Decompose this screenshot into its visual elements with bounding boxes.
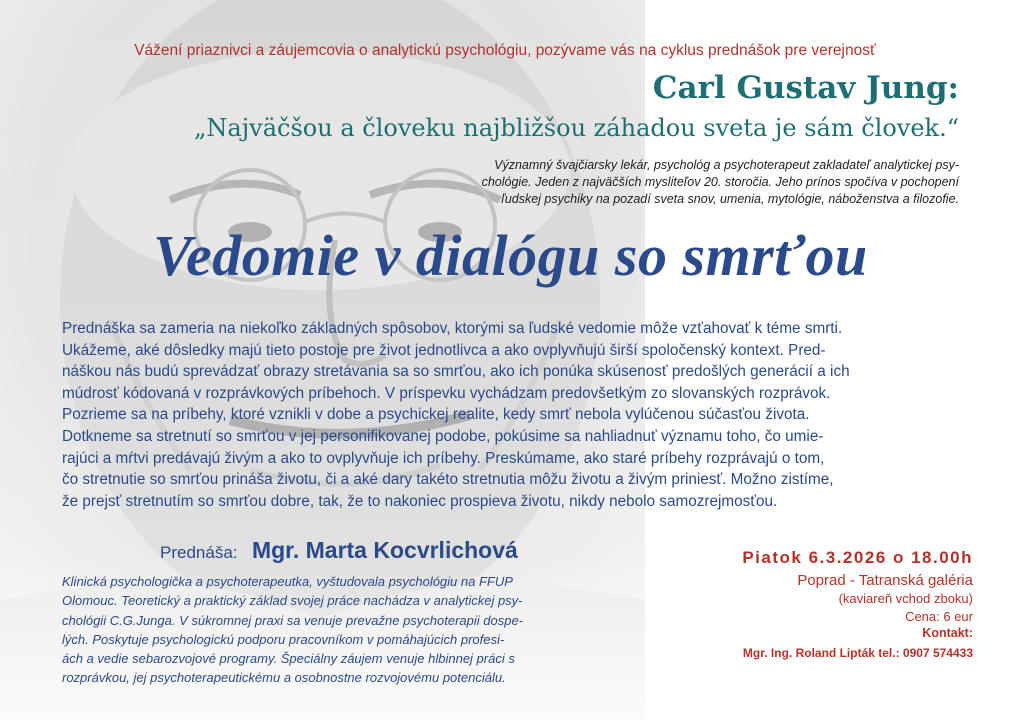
lecturer-bio-line: ách a vedie sebarozvojové programy. Špeciálny záujem venuje hlbinnej práci s	[62, 651, 515, 667]
lecturer-bio-line: lých. Poskytuje psychologickú podporu pracovníkom v pomáhajúcich profesi-	[62, 631, 505, 647]
event-venue: Poprad - Tatranská galéria	[797, 572, 973, 589]
subject-bio	[429, 157, 959, 208]
event-entrance: (kaviareň vchod zboku)	[838, 591, 973, 606]
subject-bio-line: Významný švajčiarsky lekár, psychológ a psychoterapeut zakladateľ analytickej psy-	[494, 158, 959, 172]
contact-label: Kontakt:	[922, 626, 973, 640]
subject-bio-line: ľudskej psychiky na pozadí sveta snov, umenia, mytológie, náboženstva a filozofie.	[501, 192, 959, 206]
description-line: rajúci a mŕtvi predávajú živým a ako to ovplyvňuje ich príbehy. Preskúmame, ako staré príbehy rozprávajú o tom,	[62, 449, 825, 467]
event-details	[742, 548, 973, 660]
lecture-description	[62, 318, 962, 512]
lecture-title: Vedomie v dialógu so smrťou	[153, 223, 868, 288]
subject-name: Carl Gustav Jung:	[652, 70, 959, 106]
description-line: čo stretnutie so smrťou prináša životu, či a aké dary takéto stretnutia môžu životu a živým priniesť. Možno zistíme,	[62, 471, 834, 489]
subject-quote: „Najväčšou a človeku najbližšou záhadou sveta je sám človek.“	[194, 114, 959, 142]
lecturer-bio-line: Klinická psychologička a psychoterapeutka, vyštudovala psychológiu na FFUP	[62, 574, 513, 589]
lecturer-bio	[62, 572, 650, 688]
description-line: Prednáška sa zameria na niekoľko základných spôsobov, ktorými sa ľudské vedomie môže vzťahovať k téme smrti.	[62, 320, 843, 337]
lecturer-bio-line: chológii C.G.Junga. V súkromnej praxi sa venuje prevažne psychoterapii dospe-	[62, 612, 524, 628]
lecturer-heading	[160, 537, 518, 564]
lecturer-bio-line: Olomouc. Teoretický a praktický základ svojej práce nachádza v analytickej psy-	[62, 593, 523, 609]
invitation-text: Vážení priaznivci a záujemcovia o analytickú psychológiu, pozývame vás na cyklus prednášok pre verejnosť	[134, 42, 876, 59]
lecturer-label: Prednáša:	[160, 543, 238, 562]
description-line: že prejsť stretnutím so smrťou dobre, tak, že to nakoniec prospieva životu, nikdy nebolo samozrejmosťou.	[62, 492, 778, 510]
description-line: Dotkneme sa stretnutí so smrťou v jej personifikovanej podobe, pokúsime sa nahliadnuť významu toho, čo umie-	[62, 427, 824, 445]
description-line: náškou nás budú sprevádzať obrazy stretávania sa so smrťou, ako ich ponúka skúsenosť predošlých generácií a ich	[62, 363, 850, 381]
description-line: Pozrieme sa na príbehy, ktoré vznikli v dobe a psychickej realite, kedy smrť nebola vylúčenou súčasťou života.	[62, 406, 810, 424]
description-line: múdrosť kódovaná v rozprávkových príbehoch. V príspevku vychádzam predovšetkým zo slovanských rozprávok.	[62, 384, 831, 402]
subject-bio-line: chológie. Jeden z najväčších mysliteľov 20. storočia. Jeho prínos spočíva v pochopení	[481, 175, 959, 189]
lecturer-bio-line: rozprávkou, jej psychoterapeutickému a osobnostne rozvojovému potenciálu.	[62, 670, 506, 686]
description-line: Ukážeme, aké dôsledky majú tieto postoje pre život jednotlivca a ako ovplyvňujú širší spoločenský kontext. Pred-	[62, 341, 826, 359]
contact-info: Mgr. Ing. Roland Lipták tel.: 0907 574433	[742, 646, 973, 660]
event-price: Cena: 6 eur	[905, 609, 973, 624]
event-date: Piatok 6.3.2026 o 18.00h	[742, 548, 973, 567]
lecturer-name: Mgr. Marta Kocvrlichová	[251, 537, 518, 563]
